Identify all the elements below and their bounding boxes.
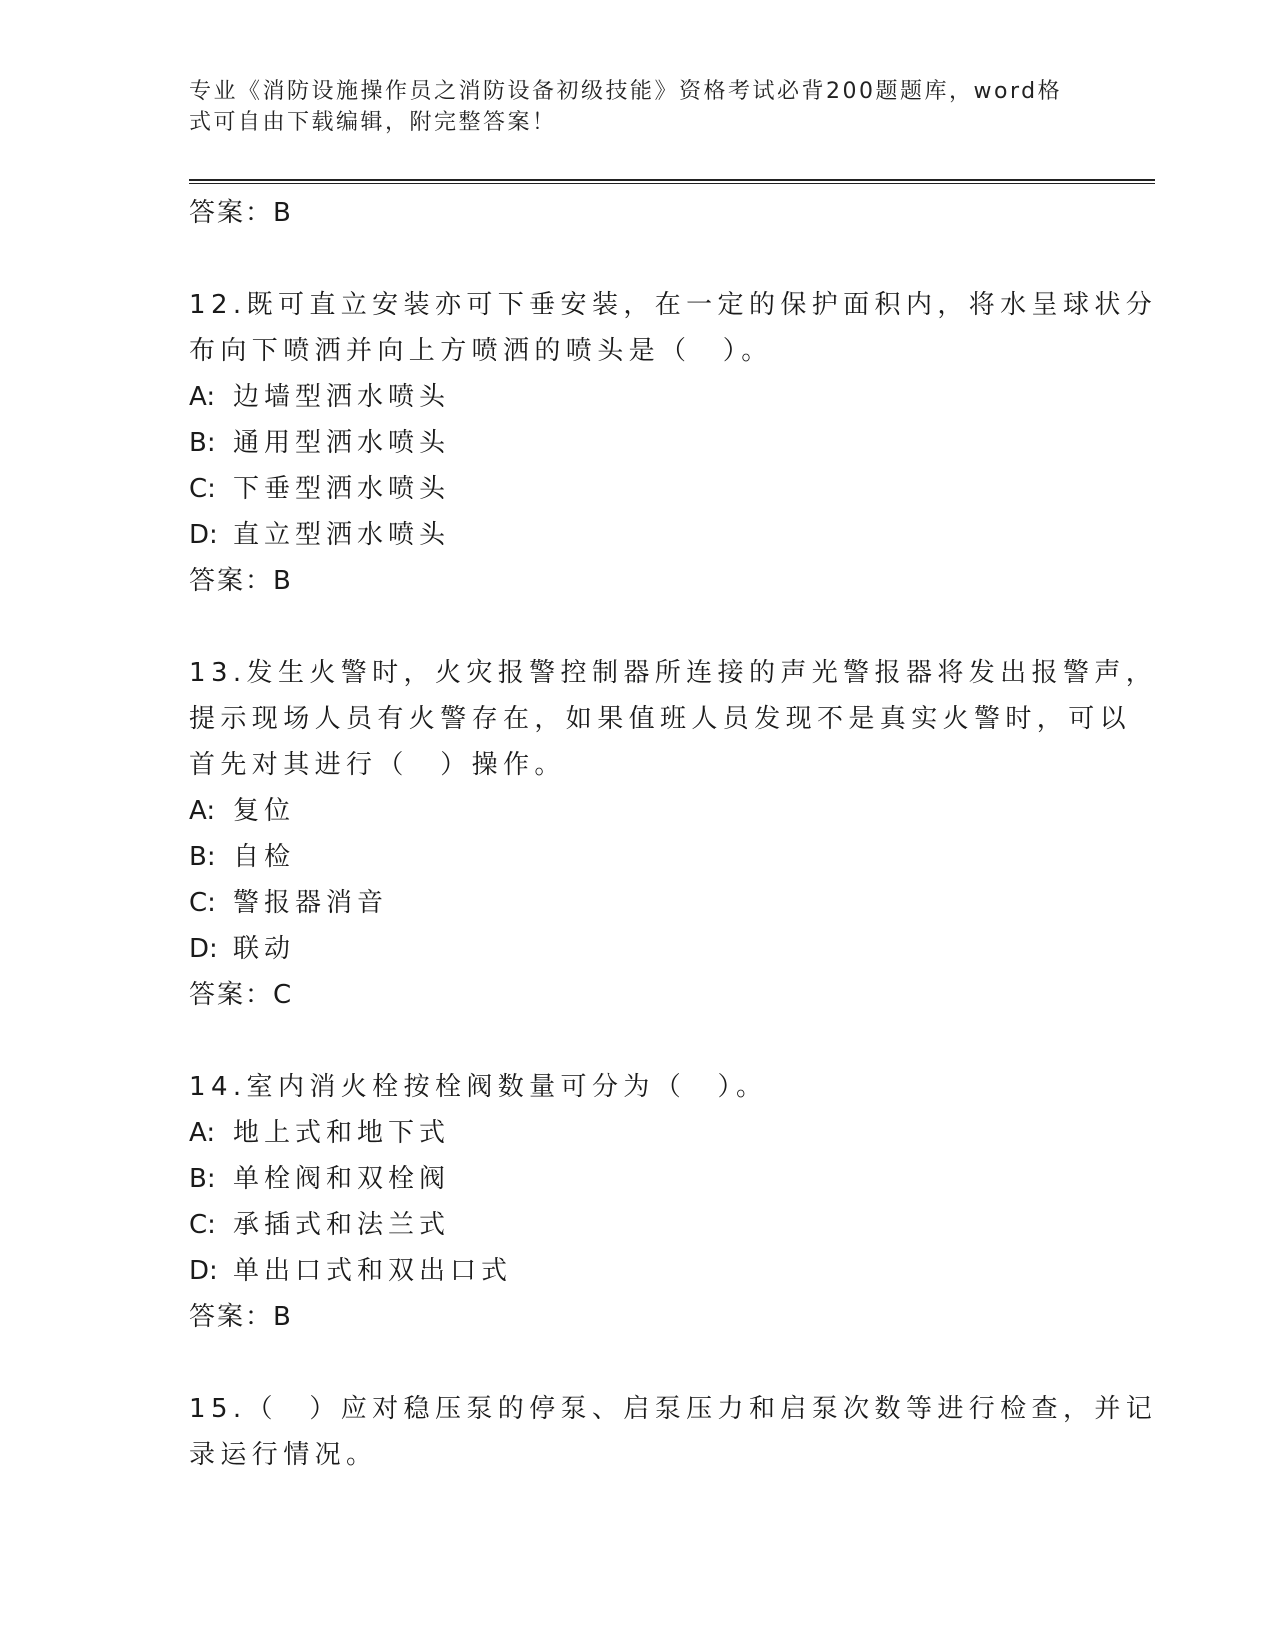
option-a: [189, 374, 1089, 420]
question-block-13: [189, 650, 1158, 1018]
header-rule-thin: [189, 183, 1155, 184]
question-block-11: [189, 190, 1089, 236]
option-text: 单出口式和双出口式: [233, 1256, 513, 1286]
option-text: 联动: [233, 934, 296, 964]
question-stem: [189, 282, 1158, 374]
stem-line: 14.室内消火栓按栓阀数量可分为（ ）。: [189, 1072, 768, 1102]
option-key: D:: [189, 934, 218, 964]
question-stem: [189, 1064, 1089, 1110]
option-text: 地上式和地下式: [233, 1118, 451, 1148]
option-key: A:: [189, 382, 216, 412]
option-key: D:: [189, 1256, 218, 1286]
option-c: [189, 466, 1089, 512]
answer-line: 答案：B: [189, 1302, 293, 1332]
option-key: B:: [189, 1164, 216, 1194]
document-header: [189, 76, 1069, 138]
question-stem: [189, 650, 1158, 788]
question-stem: [189, 1386, 1158, 1478]
option-b: [189, 420, 1089, 466]
answer-line: 答案：B: [189, 566, 293, 596]
option-a: [189, 788, 1089, 834]
stem-line: 13.发生火警时，火灾报警控制器所连接的声光警报器将发出报警声，: [189, 658, 1158, 688]
option-text: 下垂型洒水喷头: [233, 474, 451, 504]
answer-line: 答案：C: [189, 980, 294, 1010]
option-text: 承插式和法兰式: [233, 1210, 451, 1240]
stem-line: 首先对其进行（ ）操作。: [189, 750, 566, 780]
option-c: [189, 1202, 1089, 1248]
question-list: [189, 190, 1158, 1478]
option-b: [189, 1156, 1089, 1202]
option-key: C:: [189, 888, 216, 918]
option-d: [189, 1248, 1089, 1294]
header-rule-thick: [189, 179, 1155, 181]
question-block-12: [189, 282, 1158, 604]
option-a: [189, 1110, 1089, 1156]
stem-line: 提示现场人员有火警存在，如果值班人员发现不是真实火警时，可以: [189, 704, 1132, 734]
option-text: 单栓阀和双栓阀: [233, 1164, 451, 1194]
question-block-14: [189, 1064, 1089, 1340]
option-d: [189, 926, 1089, 972]
option-key: C:: [189, 474, 216, 504]
stem-line: 布向下喷洒并向上方喷洒的喷头是（ ）。: [189, 336, 773, 366]
option-key: A:: [189, 796, 216, 826]
option-text: 警报器消音: [233, 888, 389, 918]
stem-line: 录运行情况。: [189, 1440, 378, 1470]
option-text: 自检: [233, 842, 296, 872]
option-key: B:: [189, 842, 216, 872]
stem-line: 12.既可直立安装亦可下垂安装，在一定的保护面积内，将水呈球状分: [189, 290, 1158, 320]
option-text: 复位: [233, 796, 296, 826]
option-text: 直立型洒水喷头: [233, 520, 451, 550]
option-text: 通用型洒水喷头: [233, 428, 451, 458]
option-b: [189, 834, 1089, 880]
answer-line: 答案：B: [189, 198, 293, 228]
question-block-15: [189, 1386, 1158, 1478]
option-key: D:: [189, 520, 218, 550]
header-line-2: 式可自由下载编辑，附完整答案！: [189, 110, 557, 135]
header-line-1: 专业《消防设施操作员之消防设备初级技能》资格考试必背200题题库，word格: [189, 79, 1063, 104]
option-key: C:: [189, 1210, 216, 1240]
option-text: 边墙型洒水喷头: [233, 382, 451, 412]
option-key: A:: [189, 1118, 216, 1148]
stem-line: 15.（ ）应对稳压泵的停泵、启泵压力和启泵次数等进行检查，并记: [189, 1394, 1158, 1424]
option-key: B:: [189, 428, 216, 458]
option-d: [189, 512, 1089, 558]
option-c: [189, 880, 1089, 926]
